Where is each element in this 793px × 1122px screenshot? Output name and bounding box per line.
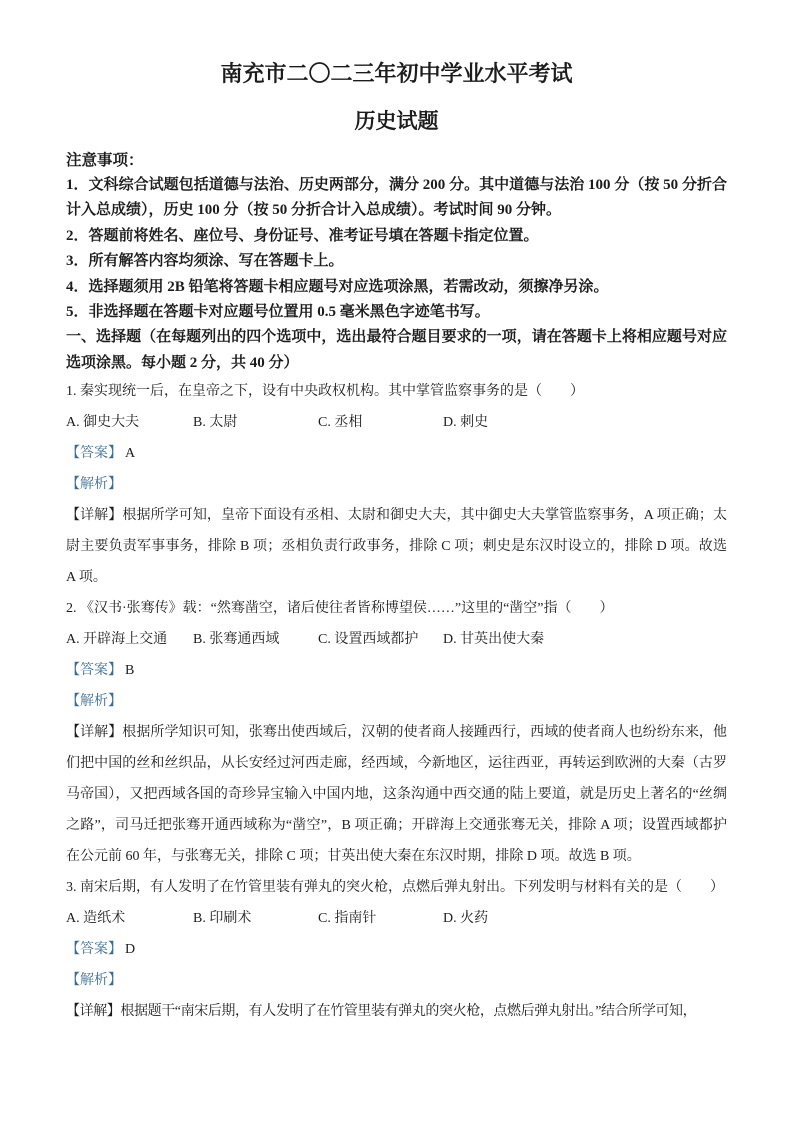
options-row xyxy=(66,407,727,438)
option-c: C. 设置西域都护 xyxy=(318,632,419,648)
detail-text: 根据所学知识可知，张骞出使西域后，汉朝的使者商人接踵西行，西域的使者商人也纷纷东来，他们把中国的丝和丝织品，从长安经过河西走廊，经西域，今新地区，运往西亚，再转运到欧洲的大秦（古罗马帝国），又把西域各国的奇珍异宝输入中国内地，这条沟通中西交通的陆上要道，就是历史上著名的“丝绸之路”，司马迁把张骞开通西域称为“凿空”，B 项正确；开辟海上交通张骞无关，排除 A 项；设置西域都护在公元前 60 年，与张骞无关，排除 C 项；甘英出使大秦在东汉时期，排除 D 项。故选 B 项。 xyxy=(66,725,728,865)
notice-item-1: 1．文科综合试题包括道德与法治、历史两部分，满分 200 分。其中道德与法治 100 分（按 50 分折合计入总成绩），历史 100 分（按 50 分折合计入总成绩）。考试时间 90 分钟。 xyxy=(66,177,727,219)
option-a: A. 造纸术 xyxy=(66,911,126,927)
answer-tag: 【答案】 xyxy=(66,942,122,958)
analysis-tag: 【解析】 xyxy=(66,973,122,989)
option-a: A. 开辟海上交通 xyxy=(66,632,168,648)
analysis-line xyxy=(66,965,727,996)
analysis-line xyxy=(66,686,727,717)
analysis-line xyxy=(66,469,727,500)
question-stem: 1. 秦实现统一后，在皇帝之下，设有中央政权机构。其中掌管监察事务的是（ ） xyxy=(66,384,584,400)
detail-paragraph xyxy=(66,717,727,872)
answer-line xyxy=(66,934,727,965)
question-stem: 2. 《汉书·张骞传》载：“然骞凿空，诸后使往者皆称博望侯……”这里的“凿空”指（ ） xyxy=(66,601,614,617)
analysis-tag: 【解析】 xyxy=(66,477,122,493)
option-c: C. 指南针 xyxy=(318,911,377,927)
detail-tag: 【详解】 xyxy=(66,508,123,524)
question-3 xyxy=(66,872,727,1027)
answer-value: D xyxy=(125,942,136,958)
option-a: A. 御史大夫 xyxy=(66,415,140,431)
option-b: B. 印刷术 xyxy=(193,911,252,927)
detail-text: 根据所学可知，皇帝下面设有丞相、太尉和御史大夫，其中御史大夫掌管监察事务，A 项正确；太尉主要负责军事事务，排除 B 项；丞相负责行政事务，排除 C 项；刺史是东汉时设立的，排除 D 项。故选 A 项。 xyxy=(66,508,728,586)
exam-title: 南充市二〇二三年初中学业水平考试 xyxy=(220,61,573,86)
options-row xyxy=(66,903,727,934)
answer-tag: 【答案】 xyxy=(66,663,122,679)
answer-tag: 【答案】 xyxy=(66,446,122,462)
notice-heading: 注意事项： xyxy=(66,152,144,169)
option-b: B. 太尉 xyxy=(193,415,238,431)
option-d: D. 刺史 xyxy=(443,415,489,431)
answer-line xyxy=(66,655,727,686)
question-1 xyxy=(66,376,727,593)
detail-tag: 【详解】 xyxy=(66,725,123,741)
exam-subtitle: 历史试题 xyxy=(354,109,439,133)
question-stem: 3. 南宋后期，有人发明了在竹管里装有弹丸的突火枪，点燃后弹丸射出。下列发明与材料有关的是（ ） xyxy=(66,880,724,896)
section-heading: 一、选择题（在每题列出的四个选项中，选出最符合题目要求的一项，请在答题卡上将相应题号对应选项涂黑。每小题 2 分，共 40 分） xyxy=(66,329,727,371)
analysis-tag: 【解析】 xyxy=(66,694,122,710)
answer-value: A xyxy=(125,446,136,462)
question-2 xyxy=(66,593,727,872)
detail-text: 根据题干“南宋后期，有人发明了在竹管里装有弹丸的突火枪，点燃后弹丸射出。”结合所学可知， xyxy=(120,1004,697,1020)
notice-item-3: 3．所有解答内容均须涂、写在答题卡上。 xyxy=(66,253,344,270)
notice-item-5: 5．非选择题在答题卡对应题号位置用 0.5 毫米黑色字迹笔书写。 xyxy=(66,304,490,321)
option-d: D. 甘英出使大秦 xyxy=(443,632,545,648)
notice-item-2: 2．答题前将姓名、座位号、身份证号、准考证号填在答题卡指定位置。 xyxy=(66,227,539,244)
notice-item-4: 4．选择题须用 2B 铅笔将答题卡相应题号对应选项涂黑，若需改动，须擦净另涂。 xyxy=(66,278,609,295)
detail-paragraph xyxy=(66,500,727,593)
options-row xyxy=(66,624,727,655)
option-d: D. 火药 xyxy=(443,911,489,927)
option-b: B. 张骞通西域 xyxy=(193,632,280,648)
answer-line xyxy=(66,438,727,469)
option-c: C. 丞相 xyxy=(318,415,363,431)
detail-tag: 【详解】 xyxy=(66,1004,121,1020)
detail-paragraph xyxy=(66,996,727,1027)
answer-value: B xyxy=(125,663,135,679)
